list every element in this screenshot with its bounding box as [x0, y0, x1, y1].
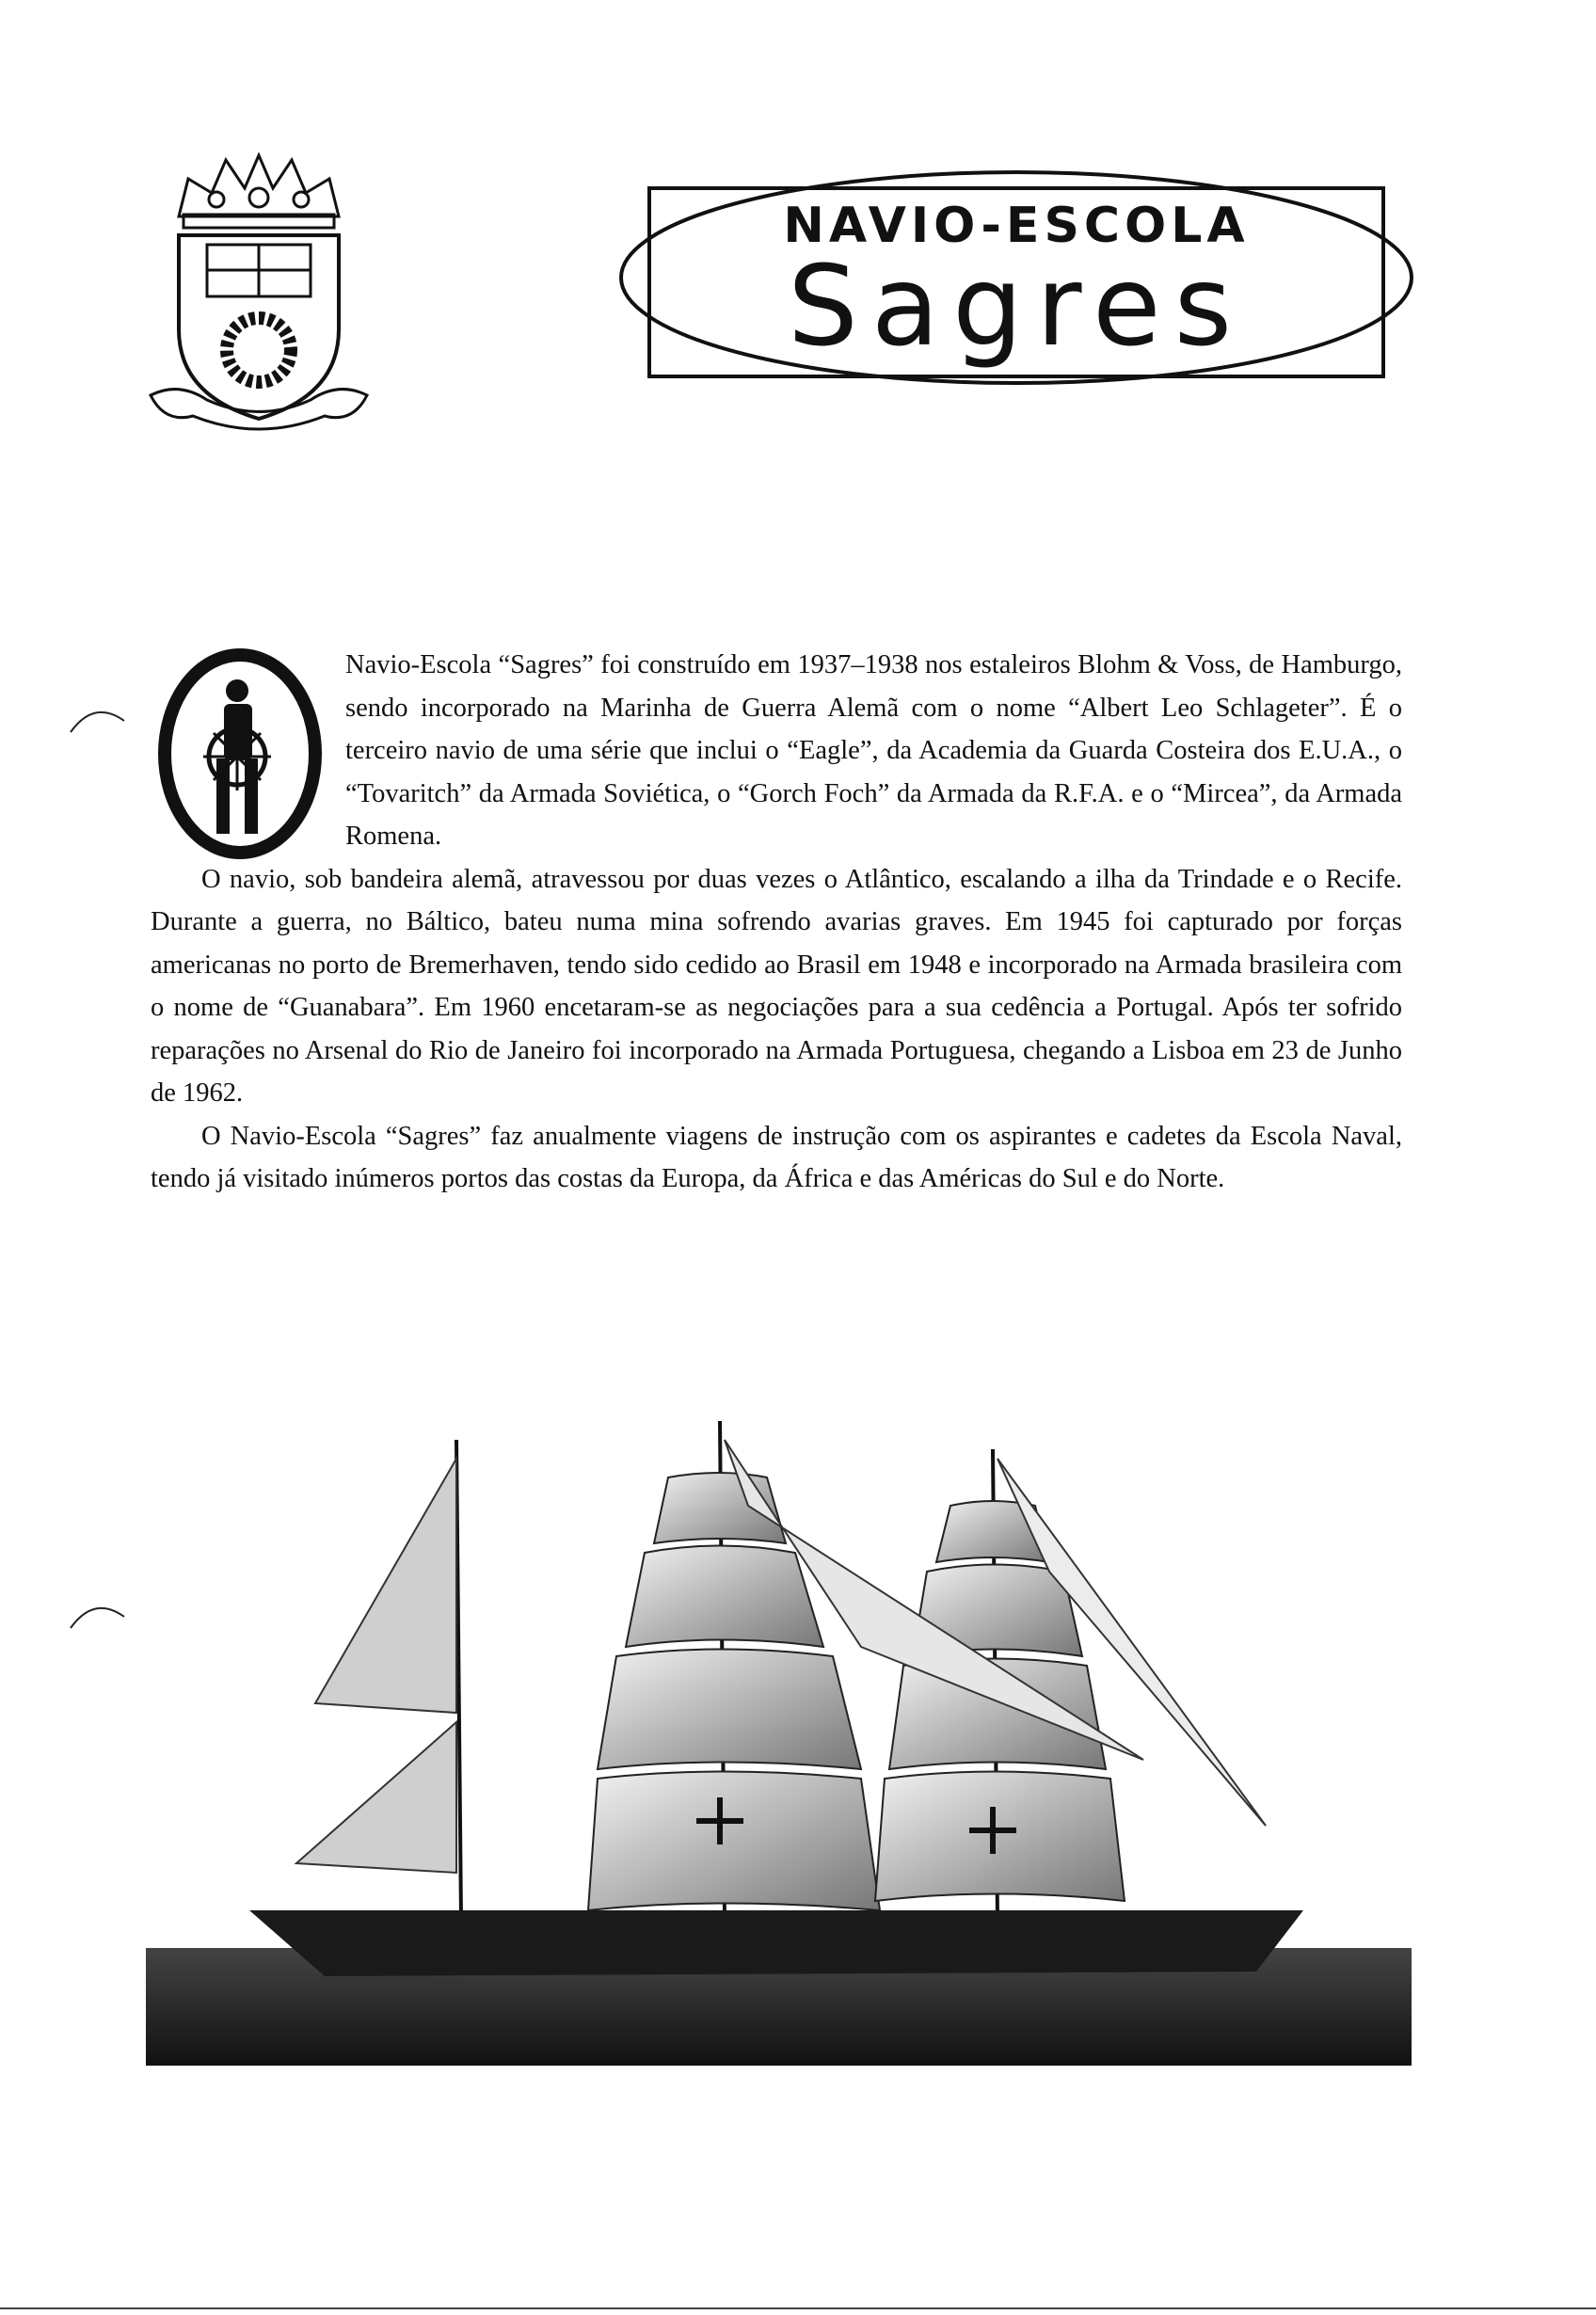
article-body — [151, 644, 1402, 1201]
title-banner — [612, 141, 1421, 414]
paragraph-voyages: O Navio-Escola “Sagres” faz anualmente viagens de instrução com os aspirantes e cadetes da Escola Naval, tendo já visitado inúmeros portos das costas da Europa, da África e das Américas do Sul e do Norte. — [151, 1121, 1402, 1193]
sailing-ship-sagres-photo — [146, 1421, 1412, 2066]
page-bottom-rule — [0, 2307, 1596, 2309]
paragraph-intro: Navio-Escola “Sagres” foi construído em 1937–1938 nos estaleiros Blohm & Voss, de Hamburgo, sendo incorporado na Marinha de Guerra Alemã com o nome “Albert Leo Schlageter”. É o terceiro navio de uma série que inclui o “Eagle”, da Academia da Guarda Costeira dos E.U.A., o “Tovaritch” da Armada Soviética, o “Gorch Foch” da Armada da R.F.A. e o “Mircea”, da Armada Romena. — [345, 650, 1402, 851]
naval-coat-of-arms-icon — [141, 141, 376, 442]
title-line-navio-escola: NAVIO-ESCOLA — [783, 198, 1250, 254]
title-line-sagres: Sagres — [787, 241, 1246, 371]
ship-photograph — [146, 1421, 1412, 2066]
coat-of-arms — [141, 141, 376, 442]
paragraph-history: O navio, sob bandeira alemã, atravessou por duas vezes o Atlântico, escalando a ilha da Trindade e o Recife. Durante a guerra, no Báltico, bateu numa mina sofrendo avarias graves. Em 1945 foi capturado por forças americanas no porto de Bremerhaven, tendo sido cedido ao Brasil em 1948 e incorporado na Armada brasileira com o nome de “Guanabara”. Em 1960 encetaram-se as negociações para a sua cedência a Portugal. Após ter sofrido reparações no Arsenal do Rio de Janeiro foi incorporado na Armada Portuguesa, chegando a Lisboa em 23 de Junho de 1962. — [151, 864, 1402, 1108]
punch-hole-mark — [66, 1600, 132, 1634]
punch-hole-mark — [66, 704, 132, 738]
